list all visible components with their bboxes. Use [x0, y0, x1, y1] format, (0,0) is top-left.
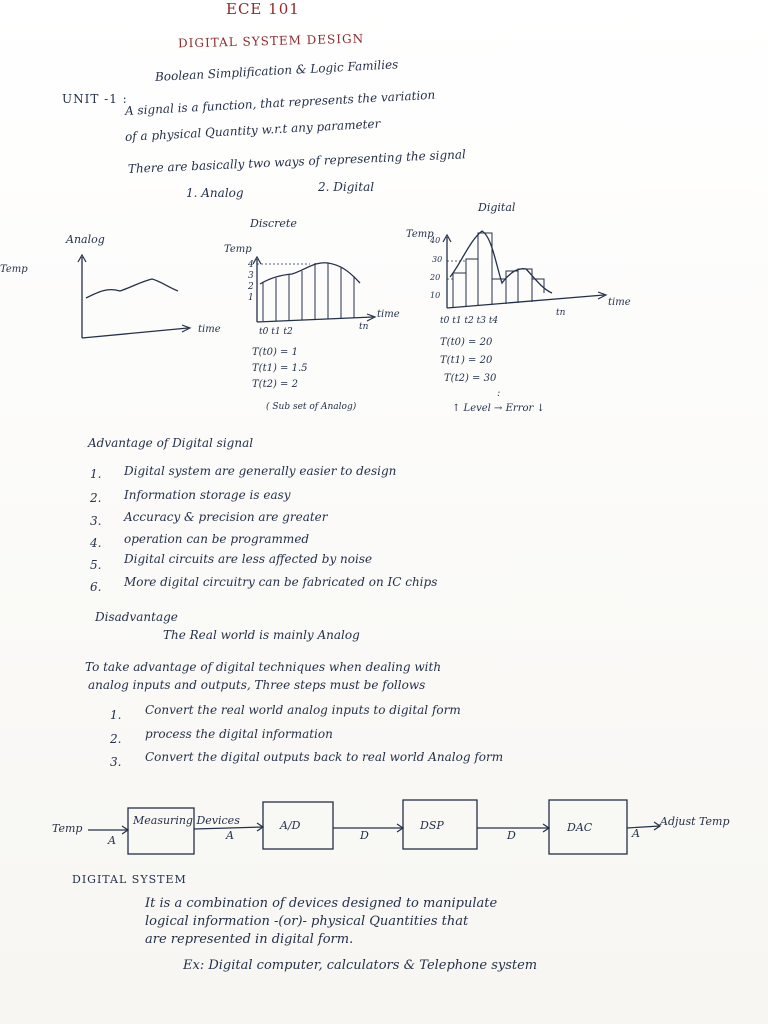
discrete-ytick: 3	[248, 271, 254, 281]
intro-line-1: A signal is a function, that represents the variation	[124, 87, 436, 118]
way-analog: 1. Analog	[186, 186, 244, 200]
unit-label: UNIT -1 :	[62, 92, 128, 106]
bd-input-label: Temp	[52, 822, 83, 835]
disadvantage-text: The Real world is mainly Analog	[163, 628, 360, 642]
advantage-number: 6.	[90, 580, 102, 594]
analog-xlabel: time	[198, 324, 221, 335]
digital-system-example: Ex: Digital computer, calculators & Telephone system	[183, 958, 538, 973]
advantage-number: 2.	[90, 491, 102, 505]
discrete-ytick: 2	[248, 282, 254, 292]
digital-ytick: 30	[432, 255, 443, 264]
bd-signal: A	[632, 827, 640, 840]
analog-title: Analog	[66, 233, 105, 246]
discrete-xlabel: time	[377, 309, 400, 320]
digital-xtick: tn	[556, 308, 566, 318]
digital-xlabel: time	[608, 297, 631, 308]
step-number: 2.	[110, 732, 122, 746]
advantage-number: 5.	[90, 558, 102, 572]
intro-line-2: of a physical Quantity w.r.t any parameter	[124, 116, 381, 144]
advantage-title: Advantage of Digital signal	[88, 436, 254, 450]
digital-graph	[406, 201, 631, 414]
discrete-ytick: 4	[248, 260, 254, 270]
unit-title: Boolean Simplification & Logic Families	[154, 57, 399, 84]
advantage-item: More digital circuitry can be fabricated on IC chips	[124, 575, 438, 589]
advantage-number: 1.	[90, 467, 102, 481]
step-number: 3.	[110, 755, 122, 769]
digital-system-line-1: It is a combination of devices designed to manipulate	[145, 896, 498, 911]
bd-block-label: DAC	[567, 821, 593, 834]
analog-graph	[0, 233, 221, 338]
digital-note: ↑ Level → Error ↓	[452, 403, 545, 414]
bd-signal: D	[507, 829, 516, 842]
discrete-value: T(t0) = 1	[252, 347, 298, 358]
advantage-item: operation can be programmed	[124, 532, 310, 546]
discrete-title: Discrete	[250, 217, 297, 230]
bd-block-label: DSP	[420, 819, 444, 832]
discrete-value: T(t2) = 2	[252, 379, 298, 390]
bd-signal: A	[226, 829, 234, 842]
digital-value: T(t0) = 20	[440, 337, 493, 348]
bd-output-label: Adjust Temp	[660, 815, 730, 828]
advantage-number: 3.	[90, 514, 102, 528]
analog-ylabel: Temp	[0, 264, 28, 275]
advantage-item: Accuracy & precision are greater	[124, 510, 328, 524]
discrete-xtick: t0 t1 t2	[259, 327, 293, 337]
step-item: process the digital information	[145, 727, 333, 741]
discrete-note: ( Sub set of Analog)	[266, 402, 357, 412]
block-diagram	[0, 795, 768, 865]
advantage-item: Digital circuits are less affected by noise	[124, 552, 373, 566]
advantage-item: Information storage is easy	[124, 488, 291, 502]
step-number: 1.	[110, 708, 122, 722]
digital-system-line-2: logical information -(or)- physical Quantities that	[145, 914, 469, 929]
digital-ylabel: Temp	[406, 229, 434, 240]
digital-ytick: 10	[430, 291, 441, 300]
subject-title: DIGITAL SYSTEM DESIGN	[177, 31, 365, 51]
disadvantage-title: Disadvantage	[95, 610, 178, 624]
digital-ytick: 20	[430, 273, 441, 282]
digital-xtick: t0 t1 t2 t3 t4	[440, 316, 499, 326]
digital-system-title: DIGITAL SYSTEM	[72, 873, 187, 886]
bd-block-label: Measuring Devices	[133, 814, 240, 827]
signal-graphs	[0, 195, 768, 425]
digital-value: :	[497, 388, 501, 399]
digital-title: Digital	[478, 201, 516, 214]
step-item: Convert the digital outputs back to real world Analog form	[145, 750, 504, 764]
bd-signal: D	[360, 829, 369, 842]
approach-line-2: analog inputs and outputs, Three steps must be follows	[88, 678, 426, 692]
discrete-ytick: 1	[248, 293, 254, 303]
digital-value: T(t2) = 30	[444, 373, 497, 384]
advantage-number: 4.	[90, 536, 102, 550]
discrete-ylabel: Temp	[224, 244, 252, 255]
way-digital: 2. Digital	[318, 180, 375, 194]
bd-block-label: A/D	[280, 819, 301, 832]
digital-system-line-3: are represented in digital form.	[145, 932, 354, 947]
bd-signal: A	[108, 834, 116, 847]
step-item: Convert the real world analog inputs to digital form	[145, 703, 461, 717]
advantage-item: Digital system are generally easier to design	[124, 464, 397, 478]
discrete-graph	[224, 217, 400, 412]
course-title: ECE 101	[226, 0, 300, 18]
digital-value: T(t1) = 20	[440, 355, 493, 366]
intro-line-3: There are basically two ways of representing the signal	[127, 147, 467, 176]
discrete-value: T(t1) = 1.5	[252, 363, 308, 374]
approach-line-1: To take advantage of digital techniques when dealing with	[85, 660, 442, 674]
discrete-xtick: tn	[359, 322, 369, 332]
digital-ytick: 40	[430, 236, 441, 245]
